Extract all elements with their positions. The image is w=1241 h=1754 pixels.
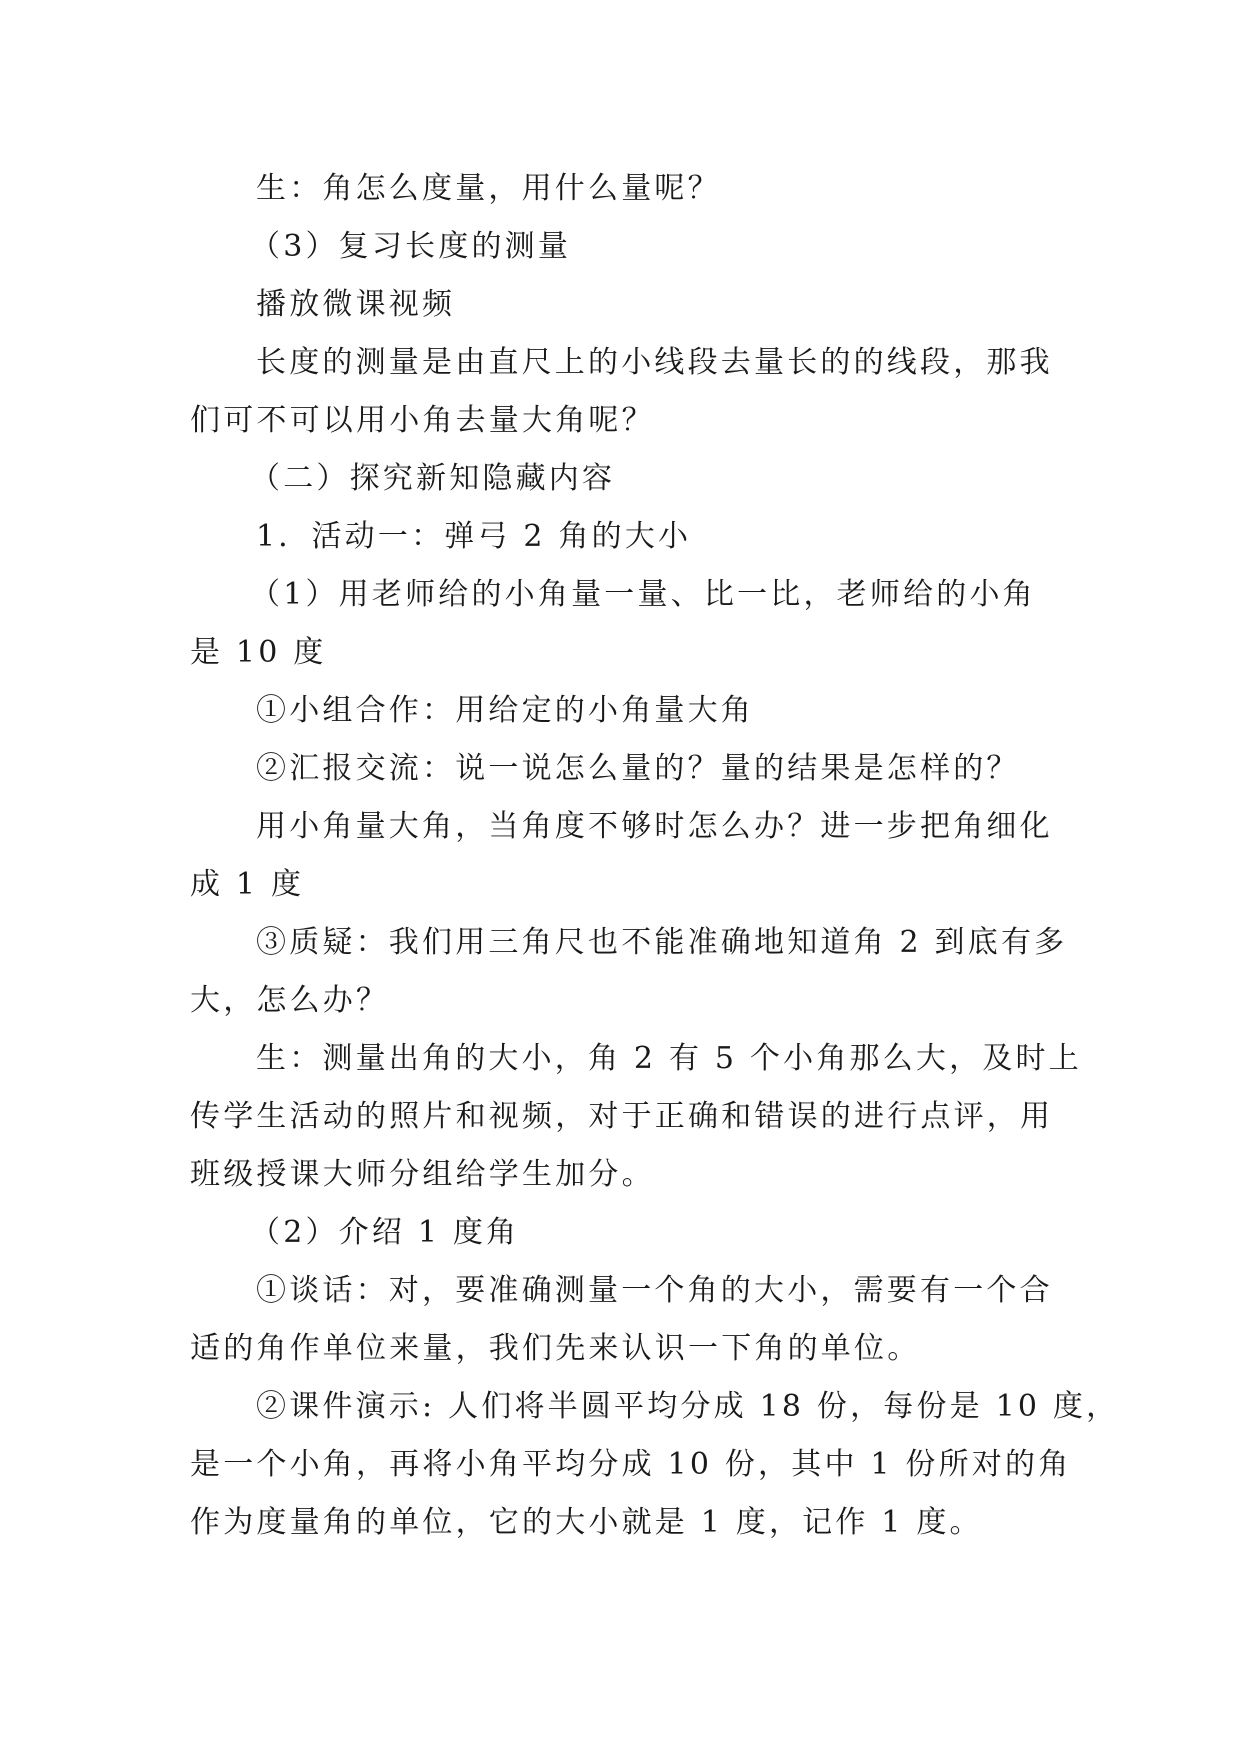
step-2-heading: （2）介绍 1 度角 <box>250 1215 520 1250</box>
group-work-line: ①小组合作：用给定的小角量大角 <box>256 693 754 728</box>
student-measure-paragraph-line-1: 生：测量出角的大小，角 2 有 5 个小角那么大，及时上 <box>256 1041 1082 1076</box>
step-1-paragraph-line-1: （1）用老师给的小角量一量、比一比，老师给的小角 <box>250 577 1036 612</box>
length-measure-paragraph-line-1: 长度的测量是由直尺上的小线段去量长的的线段，那我 <box>256 345 1053 380</box>
report-exchange-line: ②汇报交流：说一说怎么量的？量的结果是怎样的？ <box>256 751 1020 786</box>
step-1-paragraph-line-2: 是 10 度 <box>190 635 327 670</box>
courseware-paragraph-line-2: 是一个小角，再将小角平均分成 10 份，其中 1 份所对的角 <box>190 1447 1072 1482</box>
student-measure-paragraph-line-3: 班级授课大师分组给学生加分。 <box>190 1157 655 1192</box>
talk-paragraph-line-2: 适的角作单位来量，我们先来认识一下角的单位。 <box>190 1331 921 1366</box>
refine-angle-paragraph-line-2: 成 1 度 <box>190 867 305 902</box>
activity-one-heading: 1．活动一：弹弓 2 角的大小 <box>256 519 692 554</box>
student-question-line: 生：角怎么度量，用什么量呢？ <box>256 171 721 206</box>
document-body <box>190 160 1120 1552</box>
play-video-line: 播放微课视频 <box>256 287 456 322</box>
courseware-paragraph-line-1: ②课件演示: 人们将半圆平均分成 18 份，每份是 10 度， <box>256 1389 1120 1424</box>
student-measure-paragraph-line-2: 传学生活动的照片和视频，对于正确和错误的进行点评，用 <box>190 1099 1054 1134</box>
talk-paragraph-line-1: ①谈话：对，要准确测量一个角的大小，需要有一个合 <box>256 1273 1053 1308</box>
section-explore-heading: （二）探究新知隐藏内容 <box>250 461 616 496</box>
question-paragraph-line-2: 大，怎么办？ <box>190 983 390 1018</box>
courseware-paragraph-line-3: 作为度量角的单位，它的大小就是 1 度，记作 1 度。 <box>190 1505 983 1540</box>
refine-angle-paragraph-line-1: 用小角量大角，当角度不够时怎么办？进一步把角细化 <box>256 809 1053 844</box>
section-review-length-heading: （3）复习长度的测量 <box>250 229 572 264</box>
question-paragraph-line-1: ③质疑：我们用三角尺也不能准确地知道角 2 到底有多 <box>256 925 1068 960</box>
length-measure-paragraph-line-2: 们可不可以用小角去量大角呢？ <box>190 403 655 438</box>
